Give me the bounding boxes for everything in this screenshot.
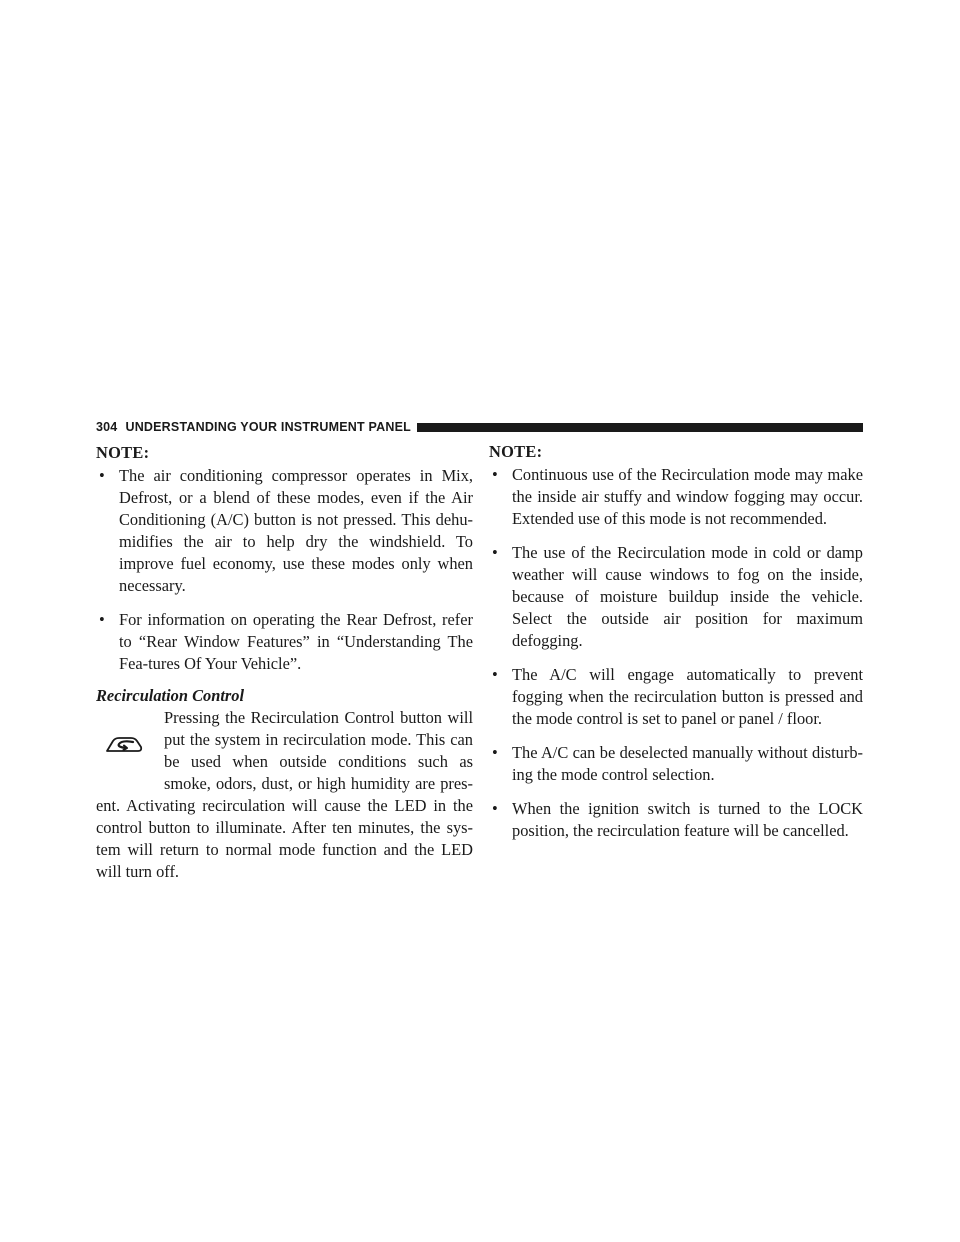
bullet-marker: • [492,799,498,818]
bullet-marker: • [99,610,105,629]
note-label: NOTE: [96,443,150,462]
section-title: UNDERSTANDING YOUR INSTRUMENT PANEL [125,420,411,434]
header-rule [417,423,863,432]
list-item [96,465,473,597]
list-item-text: Continuous use of the Recirculation mode may make the inside air stuffy and window fogging may occur. Extended use of this mode is not recommended. [512,465,863,528]
list-item-text: The air conditioning compressor operates in Mix, Defrost, or a blend of these modes, even if the Air Conditioning (A/C) button is not pressed. This dehu-midifies the air to help dry the windshield. To improve fuel economy, use these modes only when necessary. [119,466,473,595]
list-item [489,742,863,786]
list-item-text: The use of the Recirculation mode in cold or damp weather will cause windows to fog on the inside, because of moisture buildup inside the vehicle. Select the outside air position for maximum defogging. [512,543,863,650]
left-note-list [96,465,473,675]
list-item [96,609,473,675]
recirculation-control-heading: Recirculation Control [96,686,244,705]
bullet-marker: • [492,665,498,684]
recirculation-section [96,707,473,883]
page-number: 304 [96,420,118,434]
bullet-marker: • [492,465,498,484]
recirculation-description: Pressing the Recirculation Control button will put the system in recirculation mode. This can be used when outside conditions such as smoke, odors, dust, or high humidity are pres-ent. Activating recirculation will cause the LED in the control button to illuminate. After ten minutes, the sys-tem will return to normal mode function and the LED will turn off. [96,708,473,881]
list-item [489,542,863,652]
list-item-text: The A/C will engage automatically to prevent fogging when the recirculation button is pressed and the mode control is set to panel or panel / floor. [512,665,863,728]
list-item-text: The A/C can be deselected manually without disturb-ing the mode control selection. [512,743,863,784]
recirculation-icon [96,719,152,775]
left-column [96,442,473,883]
bullet-marker: • [492,543,498,562]
note-label: NOTE: [489,442,543,461]
page-header [96,419,863,435]
right-column [489,442,863,854]
list-item-text: For information on operating the Rear Defrost, refer to “Rear Window Features” in “Understanding The Fea-tures Of Your Vehicle”. [119,610,473,673]
list-item [489,464,863,530]
list-item-text: When the ignition switch is turned to the LOCK position, the recirculation feature will be cancelled. [512,799,863,840]
right-note-list [489,464,863,842]
list-item [489,664,863,730]
list-item [489,798,863,842]
bullet-marker: • [492,743,498,762]
bullet-marker: • [99,466,105,485]
